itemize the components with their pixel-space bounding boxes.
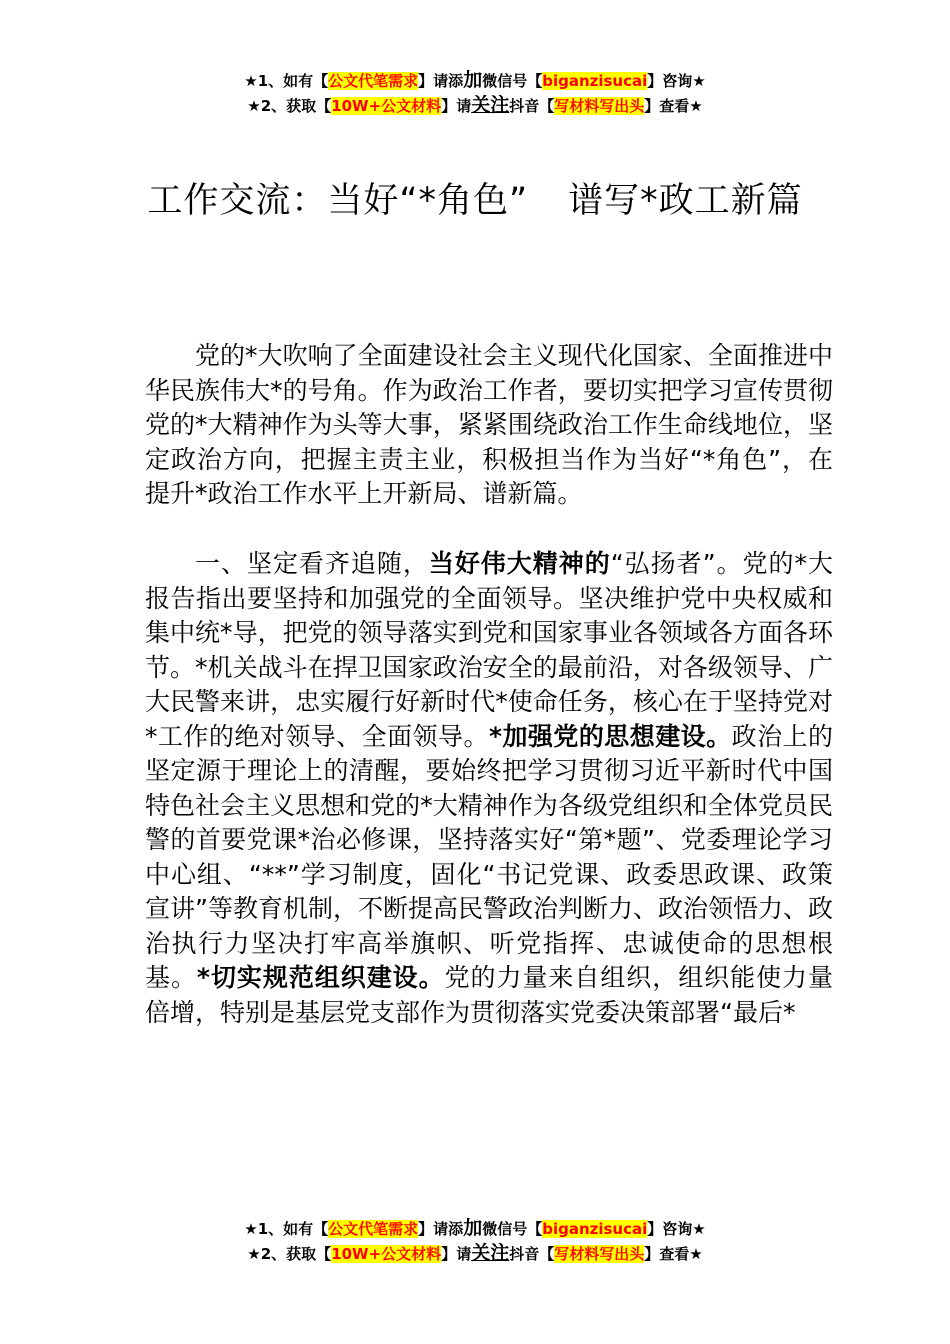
footer-notice [0,1216,950,1266]
notice-text: 】请 [441,1245,472,1263]
notice-text: 微信号【 [482,1220,543,1238]
subheading-organization-building: *切实规范组织建设。 [196,963,445,992]
notice-emphasis: 加 [463,1217,483,1239]
notice-highlight: 公文代笔需求 [328,72,419,90]
notice-text: ★2、获取【 [247,97,332,115]
notice-text: ★1、如有【 [244,1220,329,1238]
title-part-1: 工作交流：当好“*角色” [147,181,529,221]
notice-emphasis: 关注 [471,1242,510,1264]
notice-text: ★1、如有【 [244,72,329,90]
notice-text: 】请添 [418,72,464,90]
notice-emphasis: 加 [463,69,483,91]
wechat-id-highlight: biganzisucai [542,72,648,90]
notice-text: 】查看★ [644,97,703,115]
notice-line-2 [0,1241,950,1266]
section-lead-bold: 当好伟大精神的 [428,549,611,578]
section-text: “弘扬者”。党的*大报告指出要坚持和加强党的全面领导。坚决维护党中央权威和集中统*导，把党的领导落实到党和国家事业各领域各方面各环节。*机关战斗在捍卫国家政治安全的最前沿，对各级领导、广大民警来讲，忠实履行好新时代*使命任务，核心在于坚持党对*工作的绝对领导、全面领导。 [145,549,833,751]
notice-line-2 [0,93,950,118]
notice-emphasis: 关注 [471,94,510,116]
notice-text: 微信号【 [482,72,543,90]
section-text: 政治上的坚定源于理论上的清醒，要始终把学习贯彻习近平新时代中国特色社会主义思想和党的*大精神作为各级党组织和全体党员民警的首要党课*治必修课，坚持落实好“第*题”、党委理论学习中心组、“**”学习制度，固化“书记党课、政委思政课、政策宣讲”等教育机制，不断提高民警政治判断力、政治领悟力、政治执行力坚决打牢高举旗帜、听党指挥、忠诚使命的思想根基。 [145,721,833,992]
notice-text: 抖音【 [509,97,555,115]
notice-highlight: 10W+公文材料 [331,1245,442,1263]
notice-line-1 [0,68,950,93]
notice-highlight: 公文代笔需求 [328,1220,419,1238]
notice-line-1 [0,1216,950,1241]
document-title [140,172,810,230]
wechat-id-highlight: biganzisucai [542,1220,648,1238]
header-notice [0,68,950,118]
subheading-thought-building: *加强党的思想建设。 [488,721,732,751]
notice-text: 】请 [441,97,472,115]
notice-text: 】咨询★ [647,1220,706,1238]
notice-text: 】查看★ [644,1245,703,1263]
notice-text: ★2、获取【 [247,1245,332,1263]
notice-text: 】咨询★ [647,72,706,90]
douyin-id-highlight: 写材料写出头 [554,1245,645,1263]
section-text: 党的力量来自组织，组织能使力量倍增，特别是基层党支部作为贯彻落实党委决策部署“最后* [145,963,833,1027]
notice-text: 】请添 [418,1220,464,1238]
title-part-2: 谱写*政工新篇 [568,181,803,221]
notice-highlight: 10W+公文材料 [331,97,442,115]
section-lead: 一、坚定看齐追随， [195,549,429,578]
paragraph-intro: 党的*大吹响了全面建设社会主义现代化国家、全面推进中华民族伟大*的号角。作为政治工作者，要切实把学习宣传贯彻党的*大精神作为头等大事，紧紧围绕政治工作生命线地位，坚定政治方向，把握主责主业，积极担当作为当好“*角色”，在提升*政治工作水平上开新局、谱新篇。 [145,341,833,508]
paragraph-section-1 [145,547,833,1030]
douyin-id-highlight: 写材料写出头 [554,97,645,115]
notice-text: 抖音【 [509,1245,555,1263]
